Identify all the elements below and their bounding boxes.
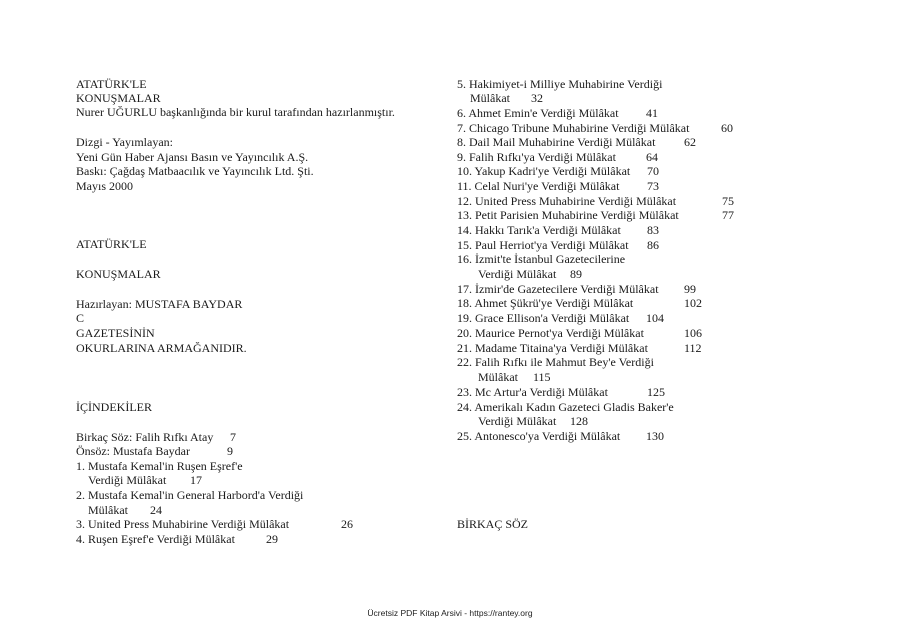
toc-entry-page: 130 [646, 429, 664, 443]
footer-note: Ücretsiz PDF Kitap Arsivi - https://rantey.org [367, 608, 533, 618]
toc-entry-continuation: Mülâkat [478, 370, 518, 384]
toc-entry-page: 128 [570, 414, 588, 428]
toc-entry-continuation: Verdiği Mülâkat [478, 267, 557, 281]
committee-note: Nurer UĞURLU başkanlığında bir kurul tarafından hazırlanmıştır. [76, 105, 395, 119]
toc-entry-title: 17. İzmir'de Gazetecilere Verdiği Mülâkat [457, 282, 659, 296]
title-repeat-line-2: KONUŞMALAR [76, 267, 161, 281]
book-title-line-1: ATATÜRK'LE [76, 77, 147, 91]
toc-entry-continuation: Mülâkat [88, 503, 128, 517]
toc-entry-title: 3. United Press Muhabirine Verdiği Mülâkat [76, 517, 290, 531]
toc-entry-page: 83 [647, 223, 659, 237]
title-repeat-line-1: ATATÜRK'LE [76, 237, 147, 251]
section-heading: BİRKAÇ SÖZ [457, 517, 529, 531]
toc-entry-page: 75 [722, 194, 734, 208]
toc-entry-page: 60 [721, 121, 733, 135]
toc-entry-page: 86 [647, 238, 659, 252]
toc-entry-page: 112 [684, 341, 702, 355]
toc-entry-page: 62 [684, 135, 696, 149]
toc-entry-page: 125 [647, 385, 665, 399]
toc-entry-continuation: Verdiği Mülâkat [478, 414, 557, 428]
toc-entry-page: 115 [533, 370, 551, 384]
toc-entry-title: 4. Ruşen Eşref'e Verdiği Mülâkat [76, 532, 235, 546]
toc-entry-page: 24 [150, 503, 162, 517]
toc-entry-page: 99 [684, 282, 696, 296]
toc-entry-title: 19. Grace Ellison'a Verdiği Mülâkat [457, 311, 630, 325]
toc-entry-title: Önsöz: Mustafa Baydar [76, 444, 190, 458]
toc-entry-title: 23. Mc Artur'a Verdiği Mülâkat [457, 385, 608, 399]
toc-entry-page: 29 [266, 532, 278, 546]
toc-entry-title: 15. Paul Herriot'ya Verdiği Mülâkat [457, 238, 629, 252]
toc-entry-title: 18. Ahmet Şükrü'ye Verdiği Mülâkat [457, 296, 634, 310]
printer-info: Baskı: Çağdaş Matbaacılık ve Yayıncılık Ltd. Şti. [76, 164, 314, 178]
c-letter: C [76, 311, 85, 325]
toc-entry-title: 12. United Press Muhabirine Verdiği Mülâkat [457, 194, 677, 208]
toc-entry-page: 9 [227, 444, 233, 458]
toc-entry-title: 8. Dail Mail Muhabirine Verdiği Mülâkat [457, 135, 656, 149]
publication-date: Mayıs 2000 [76, 179, 133, 193]
toc-entry-continuation: Verdiği Mülâkat [88, 473, 167, 487]
toc-entry-continuation: Mülâkat [470, 91, 510, 105]
toc-entry-page: 32 [531, 91, 543, 105]
toc-entry-title: 5. Hakimiyet-i Milliye Muhabirine Verdiği [457, 77, 663, 91]
toc-entry-title: Birkaç Söz: Falih Rıfkı Atay [76, 430, 214, 444]
book-title-line-2: KONUŞMALAR [76, 91, 161, 105]
toc-entry-page: 41 [646, 106, 658, 120]
toc-entry-page: 89 [570, 267, 582, 281]
toc-entry-page: 7 [230, 430, 236, 444]
toc-entry-page: 64 [646, 150, 658, 164]
dedication-line-2: OKURLARINA ARMAĞANIDIR. [76, 341, 247, 355]
toc-entry-title: 11. Celal Nuri'ye Verdiği Mülâkat [457, 179, 620, 193]
toc-entry-title: 2. Mustafa Kemal'in General Harbord'a Verdiği [76, 488, 304, 502]
toc-entry-title: 7. Chicago Tribune Muhabirine Verdiği Mülâkat [457, 121, 690, 135]
toc-entry-page: 70 [647, 164, 659, 178]
toc-entry-page: 102 [684, 296, 702, 310]
toc-entry-title: 20. Maurice Pernot'ya Verdiği Mülâkat [457, 326, 644, 340]
publisher-name: Yeni Gün Haber Ajansı Basın ve Yayıncılık A.Ş. [76, 150, 309, 164]
toc-heading: İÇİNDEKİLER [76, 400, 152, 414]
toc-entry-page: 106 [684, 326, 702, 340]
toc-entry-title: 6. Ahmet Emin'e Verdiği Mülâkat [457, 106, 619, 120]
dedication-line-1: GAZETESİNİN [76, 326, 155, 340]
toc-entry-title: 25. Antonesco'ya Verdiği Mülâkat [457, 429, 621, 443]
publisher-label: Dizgi - Yayımlayan: [76, 135, 173, 149]
toc-entry-title: 9. Falih Rıfkı'ya Verdiği Mülâkat [457, 150, 616, 164]
toc-entry-page: 77 [722, 208, 734, 222]
toc-entry-title: 13. Petit Parisien Muhabirine Verdiği Mülâkat [457, 208, 679, 222]
toc-entry-title: 21. Madame Titaina'ya Verdiği Mülâkat [457, 341, 648, 355]
toc-entry-title: 10. Yakup Kadri'ye Verdiği Mülâkat [457, 164, 631, 178]
toc-entry-page: 17 [190, 473, 202, 487]
toc-entry-page: 26 [341, 517, 353, 531]
toc-entry-title: 24. Amerikalı Kadın Gazeteci Gladis Baker'e [457, 400, 674, 414]
toc-entry-title: 1. Mustafa Kemal'in Ruşen Eşref'e [76, 459, 243, 473]
prepared-by: Hazırlayan: MUSTAFA BAYDAR [76, 297, 243, 311]
toc-entry-page: 73 [647, 179, 659, 193]
toc-entry-page: 104 [646, 311, 664, 325]
toc-entry-title: 14. Hakkı Tarık'a Verdiği Mülâkat [457, 223, 621, 237]
toc-entry-title: 22. Falih Rıfkı ile Mahmut Bey'e Verdiği [457, 355, 654, 369]
toc-entry-title: 16. İzmit'te İstanbul Gazetecilerine [457, 252, 626, 266]
